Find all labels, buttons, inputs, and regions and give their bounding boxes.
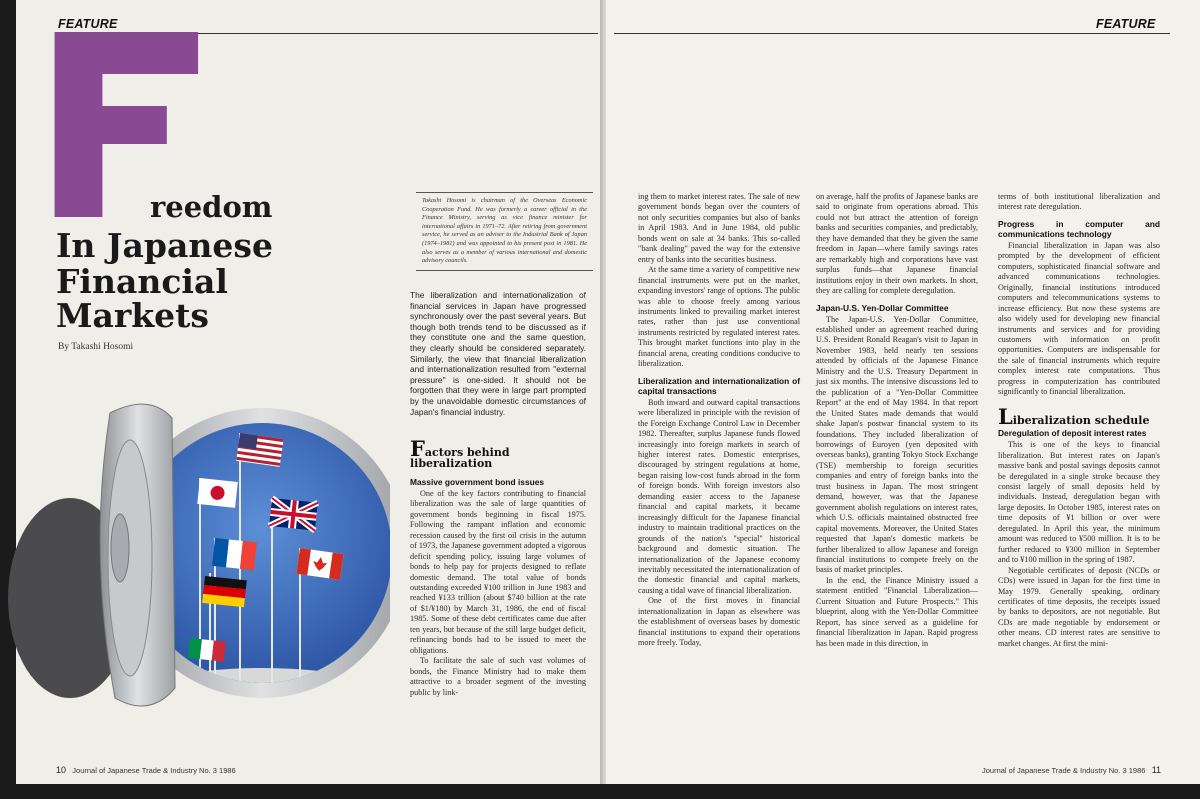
title-line-3: Financial	[56, 262, 228, 301]
column-2	[410, 436, 586, 698]
subheading-bond-issues: Massive government bond issues	[410, 476, 545, 487]
paragraph: ing them to market interest rates. The sale of new government bonds began over the counters of not only securities companies but also of banks in April 1983. And in June 1984, old public bonds went on sale at 34 banks. This so-called "bank dealing" paved the way for the extensive entry of banks into the securities business.	[638, 192, 800, 264]
header-rule-right	[614, 33, 1170, 34]
journal-name-right: Journal of Japanese Trade & Industry No. 3 1986	[982, 766, 1146, 775]
paragraph: To facilitate the sale of such vast volumes of bonds, the Finance Ministry had to make them attractive to a broader segment of the investing public by link-	[410, 656, 586, 697]
subheading-yen-dollar: Japan-U.S. Yen-Dollar Committee	[816, 302, 949, 313]
footer-left	[56, 765, 236, 775]
section-heading-factors: actors behind	[424, 446, 510, 459]
section-label-right: FEATURE	[1096, 17, 1156, 31]
page-number-left: 10	[56, 765, 67, 775]
paragraph: Both inward and outward capital transactions were liberalized in principle with the revision of the Foreign Exchange Control Law in December 1982. Thereafter, surplus Japanese funds flowed increasingly into foreign markets in search of higher interest rates. Domestic enterprises, discouraged by stringent regulations at home, began raising low-cost funds abroad in the form of foreign bonds. With foreign investors also demanding easier access to the Japanese financial and capital markets, it became increasingly difficult for the Japanese financial industry to maintain traditional practices on the grounds of the nation's "special" historical background and domestic situation. The internationalization of the Japanese economy inevitably necessitated the internationalization of the domestic financial and capital markets, causing a tidal wave of financial liberalization.	[638, 397, 800, 595]
vault-illustration	[0, 388, 390, 718]
title-line-4: Markets	[56, 296, 209, 335]
column-3	[638, 192, 800, 649]
paragraph: This is one of the keys to financial liberalization. But interest rates on Japan's massive bank and postal savings deposits cannot be deregulated in a single stroke because they consist largely of small deposits held by individuals. Instead, deregulation began with large deposits. In October 1985, interest rates on time deposits of ¥1 billion or over were deregulated. In April this year, the minimum amount was reduced to ¥500 million. It is to be further reduced to ¥300 million in September and to ¥100 million in the spring of 1987.	[998, 440, 1160, 565]
byline: By Takashi Hosomi	[58, 342, 134, 352]
drop-cap-f: F	[410, 436, 425, 461]
article-intro: The liberalization and internationalization of financial services in Japan have progressed synchronously over the past several years. But though both trends tend to be discussed as if they constitute one and the same question, they clearly should be considered separately. Similarly, the view that financial liberalization and internationalization resulted from "external pressure" is one-sided. It should not be forgotten that they were in large part prompted by the unavoidable domestic circumstances of Japan's financial industry.	[410, 290, 586, 417]
paragraph: One of the first moves in financial internationalization in Japan as elsewhere was the establishment of overseas bases by domestic financial institutions to expand their operations more freely. Today,	[638, 596, 800, 648]
paragraph: on average, half the profits of Japanese banks are said to originate from operations abroad. This could not but attract the attention of foreign banks and securities companies, and predictably, they have demanded that they be given the same freedom in Japan—where family savings rates are remarkably high and corporations have vast surplus funds—that Japanese financial institutions enjoy in their own markets. In short, they are calling for complete deregulation.	[816, 192, 978, 296]
author-bio: Takashi Hosomi is chairman of the Overseas Economic Cooperation Fund. He was formerly a career official in the Finance Ministry, serving as vice finance minister for international affairs in 1971–72. After retiring from government service, he served as an adviser to the Industrial Bank of Japan (1974–1981) and was appointed to his present post in 1981. He also serves as a member of various international and domestic advisory councils.	[416, 192, 593, 271]
subheading-computer-tech: Progress in computer and communications technology	[998, 218, 1160, 239]
paragraph: Financial liberalization in Japan was also prompted by the development of efficient computers, sophisticated financial software and advanced communications technologies. Originally, financial institutions introduced computers and telecommunications systems to increase efficiency. But now these systems are also widely used for developing new financial instruments and services and for providing customers with information on profit opportunities. Computers are indispensable for the sale of financial instruments which require complex interest rate computations. Thus progress in computerization has contributed significantly to financial liberalization.	[998, 240, 1160, 397]
paragraph: In the end, the Finance Ministry issued a statement entitled "Financial Liberalization—Current Situation and Future Prospects." This blueprint, along with the Yen-Dollar Committee Report, has since served as a guideline for financial liberalization in Japan. Rapid progress has been made in this direction, in	[816, 575, 978, 648]
section-label-left: FEATURE	[58, 17, 118, 31]
page-number-right: 11	[1151, 765, 1162, 775]
title-line-1: reedom	[150, 190, 273, 224]
column-4	[816, 192, 978, 649]
journal-name-left: Journal of Japanese Trade & Industry No. 3 1986	[72, 766, 236, 775]
drop-cap-l: L	[998, 403, 1013, 429]
section-heading-factors-2: liberalization	[410, 457, 493, 471]
footer-right	[982, 765, 1161, 775]
paragraph: The Japan-U.S. Yen-Dollar Committee, established under an agreement reached during U.S. President Ronald Reagan's visit to Japan in November 1983, held nearly ten sessions attended by officials of the Japanese Finance Ministry and the U.S. Treasury Department in just six months. The intensive discussions led to the publication of a "Yen-Dollar Committee Report" at the end of May 1984. In that report the United States made demands that would shake Japan's postwar financial system to its foundations. They included liberalization of borrowings of Euroyen (yen deposited with overseas banks), granting Tokyo Stock Exchange (TSE) membership to foreign securities companies and entry of foreign banks into the trust business in Japan. The most stringent demand, however, was that the Japanese government abolish regulations on interest rates, which U.S. officials maintained obstructed free capital movements. Moreover, the United States requested that Japan's domestic markets be further liberalized to allow Japanese and foreign financial institutions to compete freely on the basis of market principles.	[816, 314, 978, 575]
paragraph: terms of both institutional liberalization and interest rate deregulation.	[998, 192, 1160, 212]
subheading-deposit-rates: Deregulation of deposit interest rates	[998, 428, 1147, 439]
column-5	[998, 192, 1160, 649]
paragraph: Negotiable certificates of deposit (NCDs or CDs) were issued in Japan for the first time in May 1979. Generally speaking, ordinary certificates of time deposits, the receipts issued by banks to depositors, are not negotiable. But CDs are made negotiable by endorsement or other means. CD interest rates are sensitive to market changes. At first the mini-	[998, 565, 1160, 648]
section-heading-schedule: iberalization schedule	[1012, 413, 1150, 427]
title-line-2: In Japanese	[56, 226, 273, 265]
paragraph: One of the key factors contributing to financial liberalization was the sale of large quantities of government bonds beginning in fiscal 1975. Following the rampant inflation and economic recession caused by the first oil crisis in the autumn of 1973, the Japanese government adopted a vigorous deficit spending policy, issuing large volumes of bonds to help pay for projects designed to reflate domestic demand. The total value of bonds outstanding exceeded ¥100 trillion in June 1983 and reached ¥133 trillion (about $740 billion at the rate of $1/¥180) by March 31, 1986, the end of fiscal 1985. Some of these debt certificates came due after ten years, but because of the still large budget deficit, refinancing bonds had to be issued to meet the obligations.	[410, 488, 586, 655]
subheading-capital-transactions: Liberalization and internationalization of capital transactions	[638, 375, 800, 396]
paragraph: At the same time a variety of competitive new financial instruments were put on the market, expanding investors' range of options. The public was able to choose freely among various instruments linked to prevailing market interest rates, rather than just use conventional instruments restricted by regulated interest rates. This brought market functions into play in the financial arena, creating conditions conducive to liberalization.	[638, 265, 800, 369]
